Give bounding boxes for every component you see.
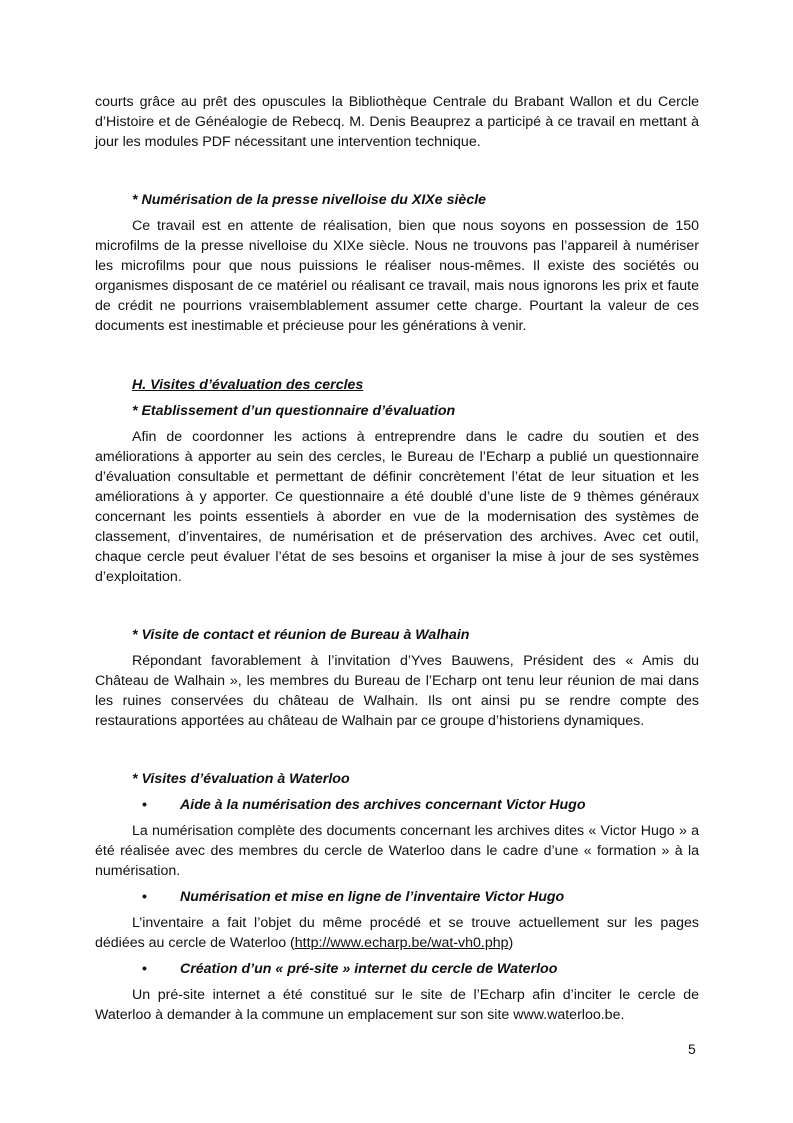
press-paragraph: Ce travail est en attente de réalisation, bien que nous soyons en possession de 150 microfilms de la presse nivelloise du XIXe siècle. Nous ne trouvons pas l’appareil à numériser les microfilms pour que nous puissions le réaliser nous-mêmes. Il existe des sociétés ou organismes disposant de ce matériel ou réalisant ce travail, mais nous ignorons les prix et faute de crédit ne pourrions vraisemblablement assumer cette charge. Pourtant la valeur de ces documents est inestimable et précieuse pour les générations à venir. (95, 218, 699, 334)
walhain-paragraph: Répondant favorablement à l’invitation d’Yves Bauwens, Président des « Amis du Château de Walhain », les membres du Bureau de l’Echarp ont tenu leur réunion de mai dans les ruines conservées du château de Walhain. Ils ont ainsi pu se rendre compte des restaurations apportées au château de Walhain par ce groupe d’historiens dynamiques. (95, 653, 699, 729)
questionnaire-paragraph: Afin de coordonner les actions à entreprendre dans le cadre du soutien et des améliorations à apporter au sein des cercles, le Bureau de l’Echarp a publié un questionnaire d’évaluation consultable et permettant de définir concrètement l’état de leur situation et les améliorations à y apporter. Ce questionnaire a été doublé d’une liste de 9 thèmes généraux concernant les points essentiels à aborder en vue de la modernisation des systèmes de classement, d’inventaires, de numérisation et de préservation des archives. Avec cet outil, chaque cercle peut évaluer l’état de ses besoins et organiser la mise à jour de ses systèmes d’exploitation. (95, 429, 699, 585)
questionnaire-heading: * Etablissement d’un questionnaire d’évaluation (132, 403, 456, 419)
press-heading: * Numérisation de la presse nivelloise du XIXe siècle (132, 192, 487, 208)
waterloo-bullet-3-title: Création d’un « pré-site » internet du cercle de Waterloo (180, 961, 558, 977)
item2-text-before: L’inventaire a fait l’objet du même procédé et se trouve actuellement sur les pages dédiées au cercle de Waterloo ( (95, 915, 699, 951)
waterloo-bullet-1 (95, 795, 699, 815)
bullet-icon: • (142, 961, 147, 977)
waterloo-bullet-2 (95, 887, 699, 907)
item2-text-after: ) (508, 935, 514, 951)
section-h-heading-text: H. Visites d’évaluation des cercles (132, 377, 364, 393)
walhain-heading: * Visite de contact et réunion de Bureau à Walhain (132, 627, 470, 643)
waterloo-heading: * Visites d’évaluation à Waterloo (132, 771, 350, 787)
intro-paragraph: courts grâce au prêt des opuscules la Bibliothèque Centrale du Brabant Wallon et du Cercle d’Histoire et de Généalogie de Rebecq. M. Denis Beauprez a participé à ce travail en mettant à jour les modules PDF nécessitant une intervention technique. (95, 94, 699, 150)
bullet-icon: • (142, 889, 147, 905)
section-h-heading (95, 375, 699, 395)
inventory-link[interactable]: http://www.echarp.be/wat-vh0.php (294, 935, 509, 951)
waterloo-bullet-1-title: Aide à la numérisation des archives concernant Victor Hugo (180, 797, 586, 813)
bullet-icon: • (142, 797, 147, 813)
waterloo-bullet-3 (95, 959, 699, 979)
page-number: 5 (688, 1041, 696, 1057)
document-page (95, 92, 699, 1025)
waterloo-item2-paragraph (95, 913, 699, 953)
waterloo-item3-paragraph: Un pré-site internet a été constitué sur le site de l’Echarp afin d’inciter le cercle de Waterloo à demander à la commune un emplacement sur son site www.waterloo.be. (95, 987, 699, 1023)
waterloo-bullet-2-title: Numérisation et mise en ligne de l’inventaire Victor Hugo (180, 889, 565, 905)
waterloo-item1-paragraph: La numérisation complète des documents concernant les archives dites « Victor Hugo » a été réalisée avec des membres du cercle de Waterloo dans le cadre d’une « formation » à la numérisation. (95, 823, 699, 879)
